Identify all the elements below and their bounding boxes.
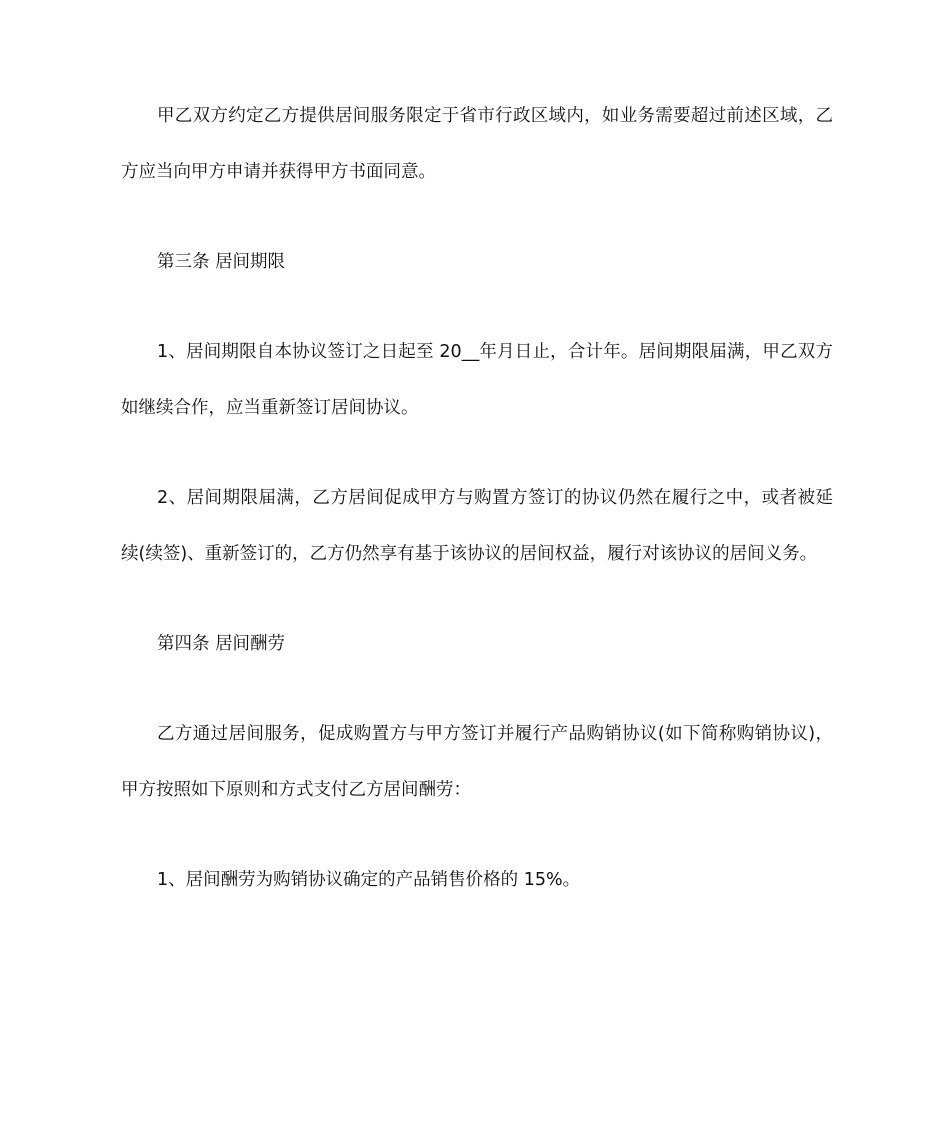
paragraph-term-clause-1: 1、居间期限自本协议签订之日起至 20__年月日止，合计年。居间期限届满，甲乙双方如继续合作，应当重新签订居间协议。 [121,342,833,418]
heading-article-3: 第三条 居间期限 [157,252,286,272]
paragraph-remuneration-clause-1: 1、居间酬劳为购销协议确定的产品销售价格的 15%。 [157,870,581,890]
paragraph-term-clause-2: 2、居间期限届满，乙方居间促成甲方与购置方签订的协议仍然在履行之中，或者被延续(续签)、重新签订的，乙方仍然享有基于该协议的居间权益，履行对该协议的居间义务。 [121,488,833,564]
heading-article-4: 第四条 居间酬劳 [157,634,286,654]
paragraph-remuneration-intro: 乙方通过居间服务，促成购置方与甲方签订并履行产品购销协议(如下简称购销协议)，甲方按照如下原则和方式支付乙方居间酬劳： [121,724,833,800]
paragraph-service-region: 甲乙双方约定乙方提供居间服务限定于省市行政区域内，如业务需要超过前述区域，乙方应当向甲方申请并获得甲方书面同意。 [121,106,833,182]
document-body [121,88,833,908]
